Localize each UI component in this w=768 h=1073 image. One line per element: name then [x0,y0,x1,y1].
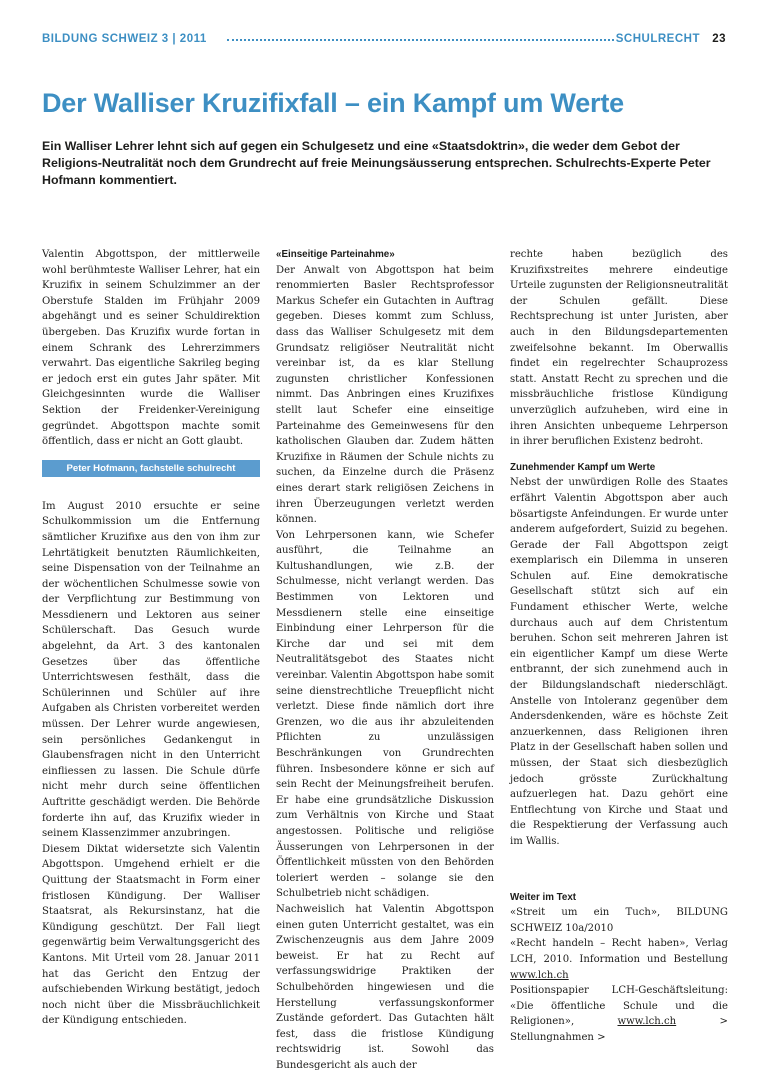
section-label: SCHULRECHT [615,33,700,45]
col1-paragraph-3: Diesem Diktat widersetzte sich Valentin Abgottspon. Umgehend erhielt er die Quittung der Staatsmacht in Form einer fristlosen Kündigung. Der Walliser Staatsrat, als Rekursinstanz, hat die Kündigung geschützt. Der Fall liegt gegenwärtig beim Verwaltungsgericht des Kantons. Mit Urteil vom 28. Januar 2011 hat das Gericht den Entzug der aufschiebenden Wirkung bestätigt, jedoch noch nicht über die Missbräuchlichkeit der Kündigung entschieden. [42,843,260,1027]
author-box: Peter Hofmann, fachstelle schulrecht [42,460,260,477]
col3-paragraph-2: Nebst der unwürdigen Rolle des Staates erfährt Valentin Abgottspon aber auch bösartigste Anfeindungen. Er wurde unter anderem aufgefordert, Suizid zu begehen. Gerade der Fall Abgottspon zeigt exemplarisch ein Dilemma in unseren Schulen auf. Eine demokratische Gesellschaft stützt sich auf ein Fundament ethischer Werte, welche durchaus auch auf dem Christentum beruhen. Schon seit mehreren Jahren ist ein eigentlicher Kampf um diese Werte entbrannt, der sich zunehmend auch in der Bildungslandschaft niederschlägt. Anstelle von Intoleranz gegenüber dem Andersdenkenden, wäre es höchste Zeit anzuerkennen, dass Religionen ihren Platz in der Gesellschaft haben sollen und müssen, der Staat sich diesbezüglich jedoch grösste Zurückhaltung aufzuerlegen hat. Dazu gehört eine Entflechtung von Kirche und Staat und die Respektierung der Verfassung auch im Wallis. [510,477,728,847]
header-dotted-rule [227,39,614,41]
col1-paragraph-1: Valentin Abgottspon, der mittlerweile wohl berühmteste Walliser Lehrer, hat ein Kruzifix in seinem Schulzimmer an der Oberstufe Stalden im Frühjahr 2009 abgehängt und es seiner Schuldirektion übergeben. Das Kruzifix wurde fortan in einem Schrank des Lehrerzimmers verwahrt. Das eigentliche Sakrileg beging er jedoch erst ein gutes Jahr später. Mit Gleichgesinnten wurde die Walliser Sektion der Freidenker-Vereinigung gegründet. Abgottspon machte somit öffentlich, dass er nicht an Gott glaubt. [42,249,260,448]
col2-paragraph-3: Nachweislich hat Valentin Abgottspon einen guten Unterricht gestaltet, was ein Zwischenzeugnis aus dem Jahre 2009 beweist. Er hat zu Recht auf verfassungswidrige Praktiken der Schulbehörden hingewiesen und die Herstellung verfassungskonformer Zustände gefordert. Das Gutachten hält fest, dass die fristlose Kündigung rechtswidrig ist. Sowohl das Bundesgericht als auch der [276,903,494,1071]
issue-label: BILDUNG SCHWEIZ 3 | 2011 [42,33,207,45]
col2-paragraph-1: Der Anwalt von Abgottspon hat beim renommierten Basler Rechtsprofessor Markus Schefer ein Gutachten in Auftrag gegeben. Dieses kommt zum Schluss, dass das Walliser Schulgesetz mit dem Grundsatz religiöser Neutralität nicht vereinbar ist, da es klar Stellung zugunsten christlicher Konfessionen nimmt. Das Anbringen eines Kruzifixes stellt laut Schefer eine einseitige Parteinahme des Gemeinwesens für den katholischen Glauben dar. Zudem hätten Kruzifixe in Räumen der Schule nichts zu suchen, da Einzelne durch die Präsenz eines derart stark religiösen Zeichens in ihren Überzeugungen verletzt werden können. [276,264,494,526]
further-reading-heading: Weiter im Text [510,891,577,903]
lch-link-2[interactable]: www.lch.ch [617,1016,677,1028]
reference-2-text: «Recht handeln – Recht haben», Verlag LCH, 2010. Information und Bestellung [510,938,728,965]
col3-paragraph-1: rechte haben bezüglich des Kruzifixstreites mehrere eindeutige Urteile zugunsten der Religionsneutralität der Schulen gefällt. Diese Rechtsprechung ist unter Juristen, aber auch in den Bildungsdepartementen zweifelsohne bekannt. Im Oberwallis findet ein regelrechter Schauprozess statt. Anstatt Recht zu sprechen und die missbräuchliche fristlose Kündigung unverzüglich aufzuheben, wird eine in ihren Ansichten unbequeme Lehrperson in ihrer beruflichen Existenz bedroht. [510,249,728,448]
column-2 [276,247,494,1073]
col2-subhead: «Einseitige Parteinahme» [276,249,395,260]
col1-paragraph-2: Im August 2010 ersuchte er seine Schulkommission um die Entfernung sämtlicher Kruzifixe aus den von ihm zur Lehrtätigkeit benutzten Räumlichkeiten, seine Dispensation von der Teilnahme an der wöchentlichen Schulmesse sowie von der Verpflichtung zur Bestimmung von Messdienern und Lektoren aus seiner Schülerschaft. Das Gesuch wurde abgelehnt, da Art. 3 des kantonalen Gesetzes über das öffentliche Unterrichtswesen festhält, dass die Schülerinnen und Schüler auf ihre Aufgaben als Christen vorbereitet werden müssen. Der Lehrer wurde angewiesen, sein persönliches Gedankengut in Glaubensfragen nicht in den Unterricht einfliessen zu lassen. Die Schule dürfe nicht mehr durch seine öffentlichen Auftritte geschädigt werden. Die Behörde forderte ihn auf, das Kruzifix wieder in seinem Klassenzimmer anzubringen. [42,500,260,840]
reference-3 [510,983,728,1045]
col2-paragraph-2: Von Lehrpersonen kann, wie Schefer ausführt, die Teilnahme an Kultushandlungen, wie z.B. der Schulmesse, nicht verlangt werden. Das Bestimmen von Lektoren und Messdienern stelle eine einseitige Einbindung einer Lehrperson für die Kirche dar und sei mit dem Neutralitätsgebot des Staates nicht vereinbar. Valentin Abgottspon habe somit seine dienstrechtliche Treuepflicht nicht verletzt. Diese finde nämlich dort ihre Grenzen, wo die aus ihr abzuleitenden Pflichten zu unzulässigen Beschränkungen von Grundrechten führen. Insbesondere könne er sich auf sein Recht der Meinungsfreiheit berufen. Er habe eine grundsätzliche Diskussion zum Verhältnis von Kirche und Staat angestossen. Politische und religiöse Äusserungen von Lehrpersonen in der Öffentlichkeit müssten von den Behörden toleriert werden – solange sie den Schulbetrieb nicht schädigen. [276,529,494,900]
article-lead: Ein Walliser Lehrer lehnt sich auf gegen ein Schulgesetz und eine «Staatsdoktrin», die weder dem Gebot der Religions-Neutralität noch dem Grundrecht auf freie Meinungsäusserung entsprechen. Schulrechts-Experte Peter Hofmann kommentiert. [42,139,711,187]
column-3 [510,247,728,1046]
article-title: Der Walliser Kruzifixfall – ein Kampf um Werte [42,88,624,118]
page-number: 23 [712,33,726,45]
reference-2 [510,936,728,983]
running-header [42,33,726,49]
reference-3-text: Positionspapier LCH-Geschäftsleitung: «Die öffentliche Schule und die Religionen», [510,985,728,1028]
reference-3-tail: > Stellungnahmen > [510,1016,728,1043]
column-1 [42,247,260,1029]
reference-1: «Streit um ein Tuch», BILDUNG SCHWEIZ 10a/2010 [510,907,728,934]
lch-link-1[interactable]: www.lch.ch [510,969,569,981]
col3-subhead: Zunehmender Kampf um Werte [510,461,656,473]
